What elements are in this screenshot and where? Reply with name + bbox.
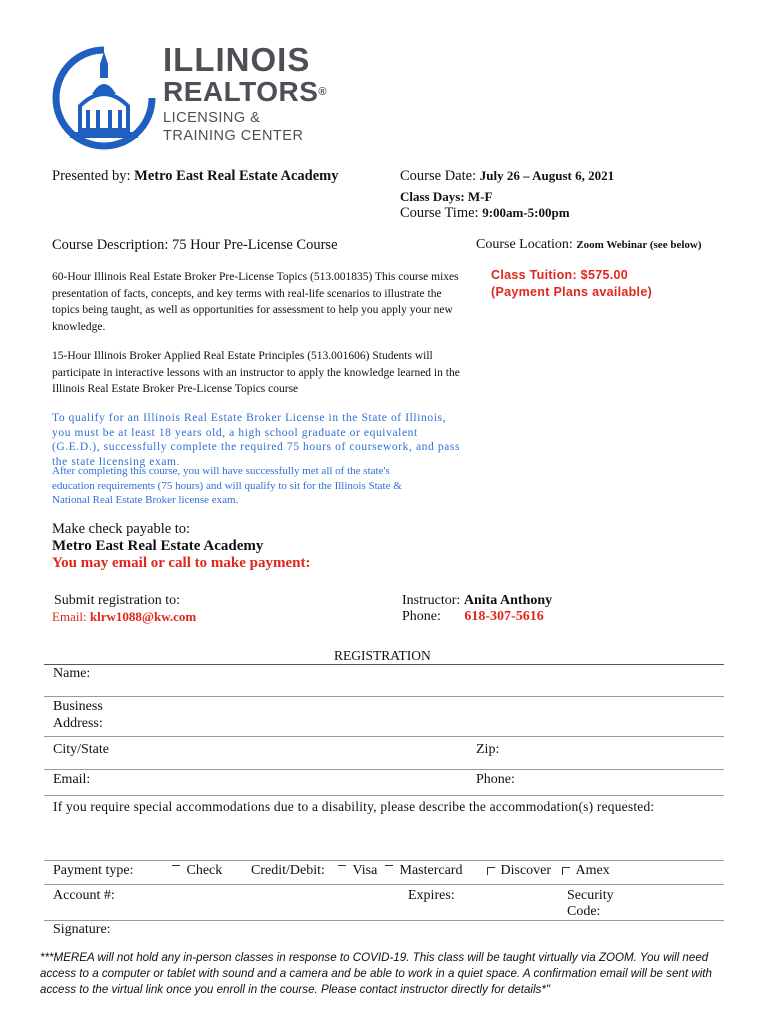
registration-title: REGISTRATION (334, 648, 431, 663)
payment-type-label: Payment type: (53, 863, 134, 878)
amex-option[interactable]: Amex (562, 863, 610, 879)
address-input-line[interactable] (44, 736, 724, 737)
email-input-line[interactable] (44, 795, 724, 796)
amex-checkbox[interactable] (562, 867, 570, 875)
name-input-line[interactable] (44, 696, 724, 697)
course-description: Course Description: 75 Hour Pre-License Course (52, 237, 338, 253)
submit-email: Email: klrw1088@kw.com (52, 609, 197, 624)
zip-label: Zip: (476, 742, 500, 757)
academy-name: Metro East Real Estate Academy (52, 538, 264, 554)
instructor: Instructor: Anita Anthony (402, 593, 553, 608)
business-label: Business (53, 699, 103, 714)
class-days: Class Days: M-F (400, 189, 493, 204)
account-label: Account #: (53, 888, 115, 903)
submit-registration-label: Submit registration to: (54, 593, 180, 608)
email-link[interactable]: klrw1088@kw.com (89, 609, 197, 624)
discover-checkbox[interactable] (487, 867, 495, 875)
expires-label: Expires: (408, 888, 455, 903)
qualify-paragraph: To qualify for an Illinois Real Estate Broker License in the State of Illinois, you must be at least 18 years old, a high school graduate or equivalent (G.E.D.), successfully complete the required 75 hours of coursework, and pass the state licensing exam. (52, 412, 461, 468)
discover-option[interactable]: Discover (487, 863, 551, 879)
city-state-label: City/State (53, 742, 109, 757)
course-date: Course Date: July 26 – August 6, 2021 (400, 168, 615, 184)
security-label: Security (567, 888, 614, 903)
payment-plans: (Payment Plans available) (491, 285, 653, 299)
course-location: Course Location: Zoom Webinar (see below) (476, 237, 702, 252)
applied-principles-paragraph: 15-Hour Illinois Broker Applied Real Estate Principles (513.001606) Students will participate in interactive lessons with an instructor to apply the knowledge learned in the Illinois Real Estate Broker Pre-License Topics course (52, 350, 460, 395)
name-label: Name: (53, 666, 91, 681)
check-payable-label: Make check payable to: (52, 521, 191, 537)
pre-license-topics-paragraph: 60-Hour Illinois Real Estate Broker Pre-License Topics (513.001835) This course mixes presentation of facts, concepts, and key terms with real-life scenarios to illustrate the topics being taught, as well as opportunities for assessment to help you apply your new knowledge. (52, 271, 459, 333)
instructor-phone: Phone: 618-307-5616 (402, 609, 544, 624)
city-input-line[interactable] (44, 769, 724, 770)
presenter-name: Metro East Real Estate Academy (134, 168, 339, 184)
mastercard-checkbox[interactable] (385, 865, 393, 869)
accommodations-input-line[interactable] (44, 860, 724, 861)
logo-training-text: TRAINING CENTER (163, 128, 304, 144)
registration-form (44, 640, 724, 940)
registered-mark: ® (318, 86, 328, 98)
check-checkbox[interactable] (172, 865, 180, 869)
address-label: Address: (53, 716, 103, 731)
account-input-line[interactable] (44, 920, 724, 921)
divider (44, 664, 724, 665)
illinois-realtors-logo (50, 42, 340, 152)
credit-debit-label: Credit/Debit: (251, 863, 325, 878)
email-field-label: Email: (53, 772, 91, 787)
capitol-dome-icon (50, 44, 158, 152)
accommodations-label: If you require special accommodations due to a disability, please describe the accommodation(s) requested: (53, 799, 655, 814)
logo-licensing-text: LICENSING & (163, 110, 261, 126)
code-label: Code: (567, 904, 601, 919)
visa-option[interactable]: Visa (338, 863, 377, 879)
presented-by: Presented by: Metro East Real Estate Academy (52, 168, 339, 184)
mastercard-option[interactable]: Mastercard (385, 863, 462, 879)
payment-input-line (44, 884, 724, 885)
completion-paragraph: After completing this course, you will have successfully met all of the state's education requirements (75 hours) and will qualify to sit for the Illinois State & National Real Estate Broker license exam. (52, 465, 402, 506)
email-call-note: You may email or call to make payment: (52, 555, 311, 571)
logo-realtors-text: REALTORS® (163, 76, 328, 107)
phone-field-label: Phone: (476, 772, 515, 787)
course-time: Course Time: 9:00am-5:00pm (400, 205, 570, 221)
covid-footer-note: ***MEREA will not hold any in-person classes in response to COVID-19. This class will be taught virtually via ZOOM. You will need access to a computer or tablet with sound and a camera and be able to work in a quiet space. A confirmation email will be sent with access to the virtual link once you enroll in the course. Please contact instructor directly for details*" (40, 951, 712, 996)
visa-checkbox[interactable] (338, 865, 346, 869)
signature-label: Signature: (53, 922, 111, 937)
logo-illinois-text: ILLINOIS (163, 41, 311, 78)
check-option[interactable]: Check (172, 863, 222, 879)
class-tuition: Class Tuition: $575.00 (491, 268, 628, 282)
